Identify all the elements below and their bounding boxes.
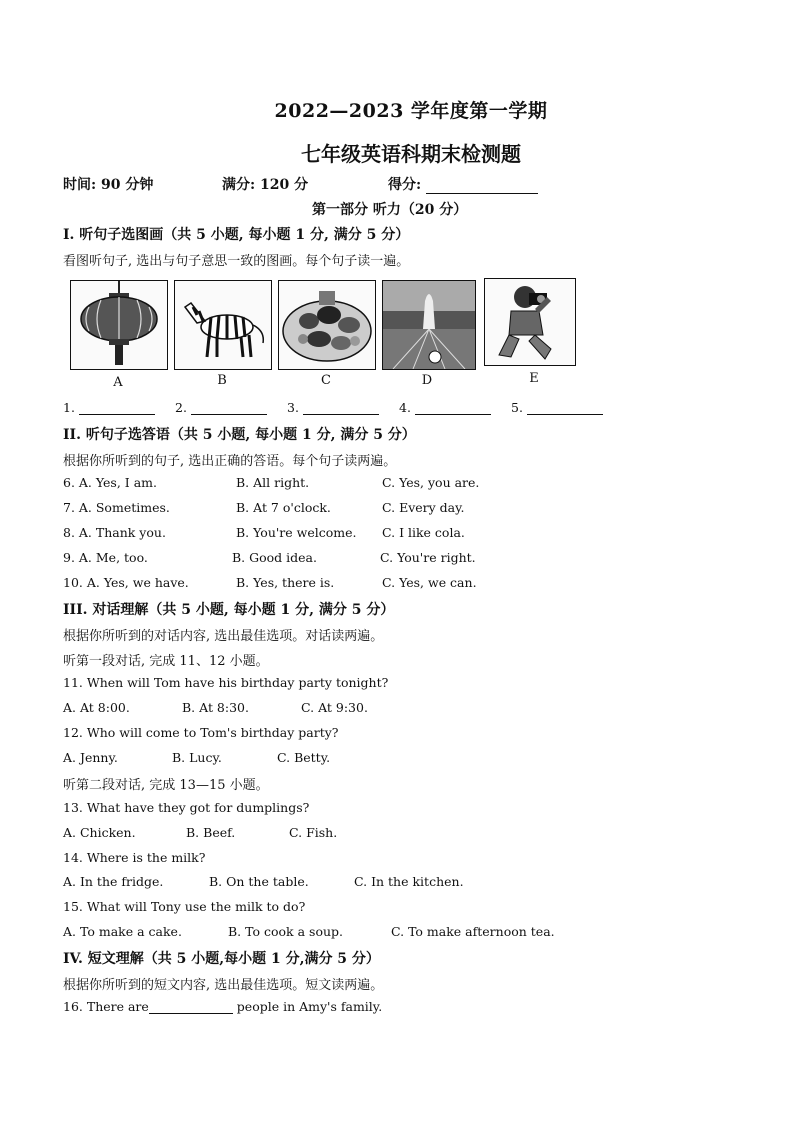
q15-stem: 15. What will Tony use the milk to do? (63, 899, 306, 914)
q13-option-b[interactable]: B. Beef. (186, 825, 236, 840)
q14-option-a[interactable]: A. In the fridge. (63, 874, 164, 889)
q16-line[interactable] (63, 999, 382, 1014)
lantern-icon (71, 281, 167, 369)
q7-option-a[interactable]: 7. A. Sometimes. (63, 500, 170, 515)
q13-option-c[interactable]: C. Fish. (289, 825, 338, 840)
q9-option-a[interactable]: 9. A. Me, too. (63, 550, 148, 565)
picture-e (484, 278, 576, 366)
section3-heading: III. 对话理解（共 5 小题, 每小题 1 分, 满分 5 分） (63, 602, 395, 618)
q11-option-b[interactable]: B. At 8:30. (182, 700, 249, 715)
q10-option-a[interactable]: 10. A. Yes, we have. (63, 575, 189, 590)
section2-instruction: 根据你所听到的句子, 选出正确的答语。每个句子读两遍。 (63, 454, 397, 469)
q8-option-a[interactable]: 8. A. Thank you. (63, 525, 166, 540)
answer-blank-5[interactable]: 5. (511, 400, 603, 415)
section1-instruction: 看图听句子, 选出与句子意思一致的图画。每个句子读一遍。 (63, 254, 410, 269)
exam-title-subject: 七年级英语科期末检测题 (301, 142, 521, 166)
q14-stem: 14. Where is the milk? (63, 850, 206, 865)
section3-instruction: 根据你所听到的对话内容, 选出最佳选项。对话读两遍。 (63, 629, 384, 644)
picture-d-label: D (421, 373, 433, 388)
answer-blank-1[interactable]: 1. (63, 400, 155, 415)
q16-text-after: people in Amy's family. (236, 999, 383, 1014)
q13-option-a[interactable]: A. Chicken. (63, 825, 136, 840)
q6-option-b[interactable]: B. All right. (236, 475, 310, 490)
q11-option-c[interactable]: C. At 9:30. (301, 700, 368, 715)
part1-heading: 第一部分 听力（20 分） (312, 202, 468, 218)
q16-text-before: 16. There are (63, 999, 149, 1014)
q16-blank[interactable] (149, 1001, 233, 1014)
picture-a (70, 280, 168, 370)
picture-d (382, 280, 476, 370)
picture-a-label: A (113, 375, 123, 390)
picture-c-label: C (321, 373, 331, 388)
q14-option-c[interactable]: C. In the kitchen. (354, 874, 464, 889)
picture-e-label: E (529, 371, 539, 386)
q15-option-c[interactable]: C. To make afternoon tea. (391, 924, 555, 939)
dialog2-note: 听第二段对话, 完成 13—15 小题。 (63, 778, 269, 793)
answer-blank-2[interactable]: 2. (175, 400, 267, 415)
dialog1-note: 听第一段对话, 完成 11、12 小题。 (63, 654, 269, 669)
picture-b (174, 280, 272, 370)
section1-heading: I. 听句子选图画（共 5 小题, 每小题 1 分, 满分 5 分） (63, 227, 410, 243)
full-score-info: 满分: 120 分 (222, 177, 309, 193)
q7-option-c[interactable]: C. Every day. (382, 500, 465, 515)
q6-option-c[interactable]: C. Yes, you are. (382, 475, 480, 490)
q15-option-a[interactable]: A. To make a cake. (63, 924, 182, 939)
q12-option-a[interactable]: A. Jenny. (63, 750, 118, 765)
q13-stem: 13. What have they got for dumplings? (63, 800, 310, 815)
q11-option-a[interactable]: A. At 8:00. (63, 700, 130, 715)
q7-option-b[interactable]: B. At 7 o'clock. (236, 500, 331, 515)
section2-heading: II. 听句子选答语（共 5 小题, 每小题 1 分, 满分 5 分） (63, 427, 416, 443)
q9-option-c[interactable]: C. You're right. (380, 550, 476, 565)
q12-stem: 12. Who will come to Tom's birthday party? (63, 725, 339, 740)
score-field[interactable] (388, 174, 538, 194)
q11-stem: 11. When will Tom have his birthday party tonight? (63, 675, 389, 690)
q9-option-b[interactable]: B. Good idea. (232, 550, 317, 565)
q15-option-b[interactable]: B. To cook a soup. (228, 924, 343, 939)
exam-title-term: 2022—2023 学年度第一学期 (274, 100, 548, 122)
picture-c (278, 280, 376, 370)
score-label: 得分: (388, 177, 422, 193)
answer-blank-4[interactable]: 4. (399, 400, 491, 415)
q12-option-c[interactable]: C. Betty. (277, 750, 331, 765)
q10-option-b[interactable]: B. Yes, there is. (236, 575, 335, 590)
q6-option-a[interactable]: 6. A. Yes, I am. (63, 475, 157, 490)
zebra-icon (175, 281, 271, 369)
photographer-icon (485, 279, 575, 365)
q14-option-b[interactable]: B. On the table. (209, 874, 309, 889)
stadium-icon (383, 281, 475, 369)
food-plate-icon (279, 281, 375, 369)
q10-option-c[interactable]: C. Yes, we can. (382, 575, 477, 590)
answer-blank-3[interactable]: 3. (287, 400, 379, 415)
time-info: 时间: 90 分钟 (63, 177, 154, 193)
q8-option-b[interactable]: B. You're welcome. (236, 525, 357, 540)
score-blank[interactable] (426, 179, 538, 194)
section4-heading: IV. 短文理解（共 5 小题,每小题 1 分,满分 5 分） (63, 951, 380, 967)
picture-b-label: B (217, 373, 227, 388)
q8-option-c[interactable]: C. I like cola. (382, 525, 465, 540)
q12-option-b[interactable]: B. Lucy. (172, 750, 222, 765)
section4-instruction: 根据你所听到的短文内容, 选出最佳选项。短文读两遍。 (63, 978, 384, 993)
